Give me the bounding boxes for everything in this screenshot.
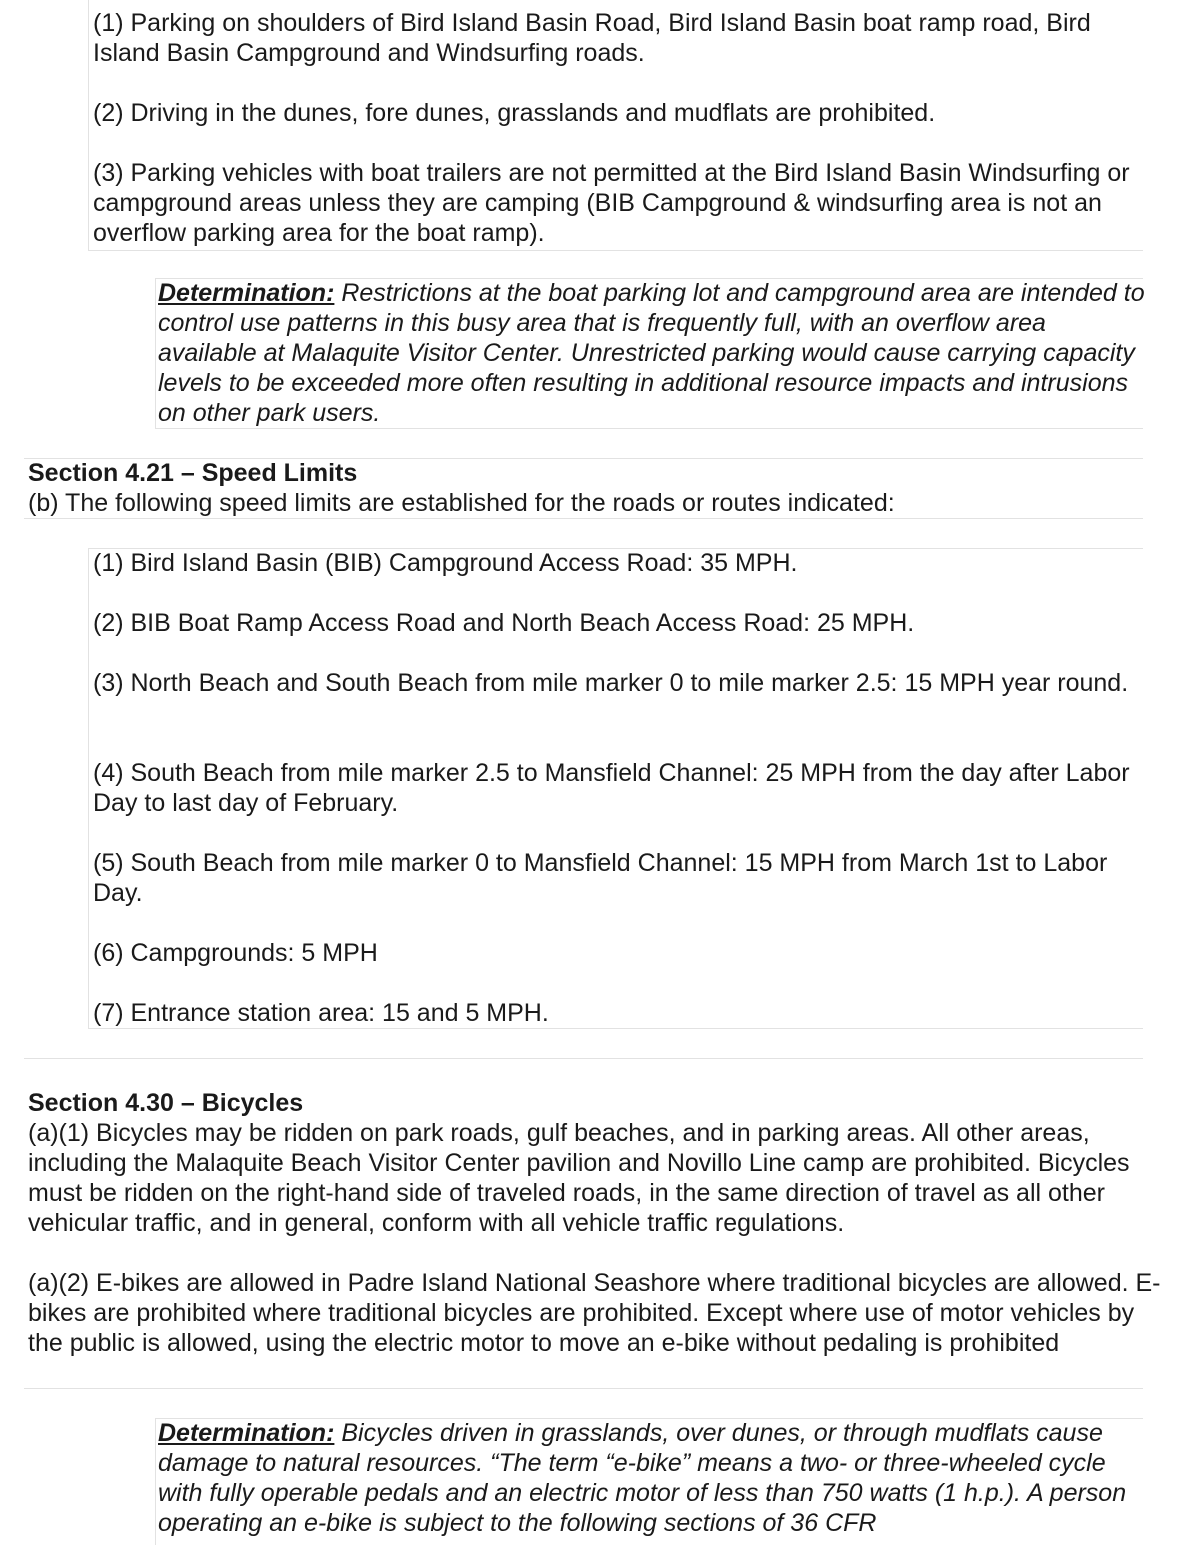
cell-border <box>24 1058 1143 1059</box>
speed-item-7: (7) Entrance station area: 15 and 5 MPH. <box>93 999 549 1027</box>
cell-border <box>155 1418 156 1545</box>
bicycles-paragraph-2: (a)(2) E-bikes are allowed in Padre Island National Seashore where traditional bicycles are allowed. E-bikes are prohibited where traditional bicycles are prohibited. Except where use of motor vehicles by the public is allowed, using the electric motor to move an e-bike without pedaling is prohibited <box>28 1269 1161 1357</box>
speed-limits-intro: (b) The following speed limits are established for the roads or routes indicated: <box>28 489 895 517</box>
cell-border <box>88 1028 1143 1029</box>
cell-border <box>24 518 1143 519</box>
determination-text: Restrictions at the boat parking lot and campground area are intended to control use patterns in this busy area that is frequently full, with an overflow area available at Malaquite Visitor Center. Unrestricted parking would cause carrying capacity levels to be exceeded more often resulting in additional resource impacts and intrusions on other park users. <box>158 279 1145 427</box>
speed-item-5: (5) South Beach from mile marker 0 to Mansfield Channel: 15 MPH from March 1st to Labor Day. <box>93 849 1108 907</box>
parking-item-3: (3) Parking vehicles with boat trailers are not permitted at the Bird Island Basin Windsurfing or campground areas unless they are camping (BIB Campground & windsurfing area is not an overflow parking area for the boat ramp). <box>93 159 1130 247</box>
cell-border <box>155 278 156 428</box>
parking-item-1: (1) Parking on shoulders of Bird Island Basin Road, Bird Island Basin boat ramp road, Bird Island Basin Campground and Windsurfing roads. <box>93 9 1091 67</box>
speed-item-4: (4) South Beach from mile marker 2.5 to Mansfield Channel: 25 MPH from the day after Labor Day to last day of February. <box>93 759 1130 817</box>
speed-item-6: (6) Campgrounds: 5 MPH <box>93 939 378 967</box>
bicycles-paragraph-1: (a)(1) Bicycles may be ridden on park roads, gulf beaches, and in parking areas. All other areas, including the Malaquite Beach Visitor Center pavilion and Novillo Line camp are prohibited. Bicycles must be ridden on the right-hand side of traveled roads, in the same direction of travel as all other vehicular traffic, and in general, conform with all vehicle traffic regulations. <box>28 1119 1130 1237</box>
determination-label: Determination: <box>158 1419 335 1447</box>
cell-border <box>88 0 89 250</box>
parking-item-2: (2) Driving in the dunes, fore dunes, grasslands and mudflats are prohibited. <box>93 99 936 127</box>
speed-item-2: (2) BIB Boat Ramp Access Road and North Beach Access Road: 25 MPH. <box>93 609 915 637</box>
cell-border <box>155 428 1143 429</box>
determination-parking <box>158 278 1148 428</box>
section-heading-bicycles: Section 4.30 – Bicycles <box>28 1089 304 1117</box>
determination-text: Bicycles driven in grasslands, over dunes, or through mudflats cause damage to natural resources. “The term “e-bike” means a two- or three-wheeled cycle with fully operable pedals and an electric motor of less than 750 watts (1 h.p.). A person operating an e-bike is subject to the following sections of 36 CFR <box>158 1419 1127 1537</box>
speed-item-3: (3) North Beach and South Beach from mile marker 0 to mile marker 2.5: 15 MPH year round. <box>93 669 1129 697</box>
determination-bicycles <box>158 1418 1148 1538</box>
section-heading-speed-limits: Section 4.21 – Speed Limits <box>28 459 358 487</box>
cell-border <box>88 548 89 1028</box>
determination-label: Determination: <box>158 279 335 307</box>
cell-border <box>24 1388 1143 1389</box>
cell-border <box>88 250 1143 251</box>
speed-item-1: (1) Bird Island Basin (BIB) Campground Access Road: 35 MPH. <box>93 549 798 577</box>
